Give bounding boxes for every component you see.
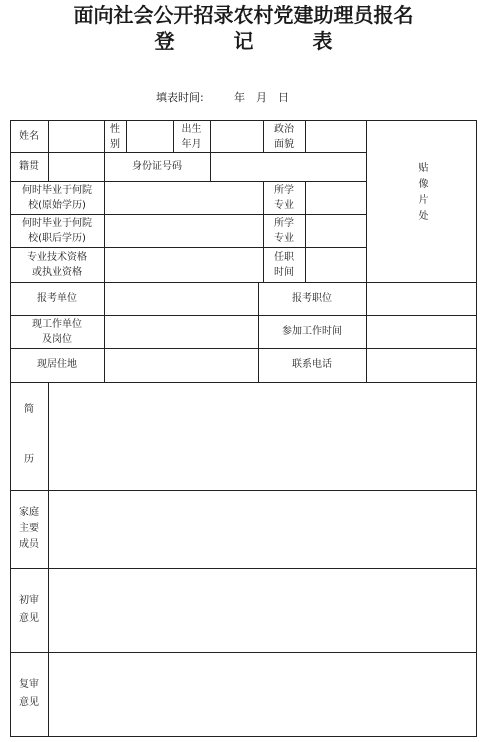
position-time-field[interactable] [306, 248, 366, 282]
grad-current-field[interactable] [105, 215, 263, 247]
id-number-field[interactable] [211, 153, 366, 181]
major-2-field[interactable] [306, 215, 366, 247]
table-border-bottom [10, 736, 476, 737]
label-birth: 出生 年月 [181, 123, 202, 150]
form-title: 面向社会公开招录农村党建助理员报名 [73, 3, 414, 27]
phone-field[interactable] [367, 349, 476, 382]
label-major-1: 所学 专业 [274, 184, 294, 211]
label-family: 家庭 主要 成员 [19, 507, 39, 550]
label-id-number: 身份证号码 [132, 161, 182, 172]
label-photo: 贴像片处 [416, 162, 427, 226]
apply-unit-field[interactable] [105, 283, 258, 315]
label-second-review: 复审 意见 [19, 679, 39, 708]
work-unit-field[interactable] [105, 316, 258, 348]
label-qualification: 专业技术资格 或执业资格 [27, 251, 87, 278]
label-first-review: 初审 意见 [19, 595, 39, 624]
fill-time-year: 年 [234, 91, 245, 104]
work-start-field[interactable] [367, 316, 476, 348]
label-major-2: 所学 专业 [274, 217, 294, 244]
second-review-field[interactable] [49, 653, 476, 736]
grad-original-field[interactable] [105, 182, 263, 214]
birth-field[interactable] [211, 121, 263, 152]
family-field[interactable] [49, 491, 476, 568]
label-address: 现居住地 [37, 359, 77, 370]
label-position-time: 任职 时间 [274, 251, 294, 278]
gender-field[interactable] [127, 121, 173, 152]
subtitle-char-1: 登 [154, 29, 175, 53]
native-field[interactable] [49, 153, 104, 181]
major-1-field[interactable] [306, 182, 366, 214]
political-field[interactable] [306, 121, 366, 152]
table-border-right [476, 120, 477, 737]
label-resume-1: 简 [24, 404, 34, 415]
label-gender: 性 别 [110, 123, 120, 150]
label-work-start: 参加工作时间 [282, 325, 342, 337]
resume-field[interactable] [49, 383, 476, 490]
label-grad-original: 何时毕业于何院 校(原始学历) [22, 184, 92, 211]
label-resume-2: 历 [24, 454, 34, 465]
label-apply-post: 报考职位 [292, 292, 332, 304]
address-field[interactable] [105, 349, 258, 382]
qualification-field[interactable] [105, 248, 263, 282]
subtitle-char-3: 表 [312, 29, 333, 53]
label-native: 籍贯 [19, 161, 39, 172]
subtitle-char-2: 记 [233, 29, 254, 53]
fill-time-label: 填表时间: [156, 91, 204, 104]
label-work-unit: 现工作单位 及岗位 [32, 318, 82, 345]
label-political: 政治 面貌 [274, 123, 294, 150]
name-field[interactable] [49, 121, 104, 152]
label-grad-current: 何时毕业于何院 校(职后学历) [22, 217, 92, 244]
fill-time-month: 月 [256, 91, 267, 104]
first-review-field[interactable] [49, 569, 476, 652]
label-phone: 联系电话 [292, 359, 332, 370]
photo-area [366, 120, 476, 282]
apply-post-field[interactable] [367, 283, 476, 315]
label-apply-unit: 报考单位 [37, 292, 77, 304]
fill-time-day: 日 [278, 91, 289, 104]
label-name: 姓名 [19, 130, 39, 142]
